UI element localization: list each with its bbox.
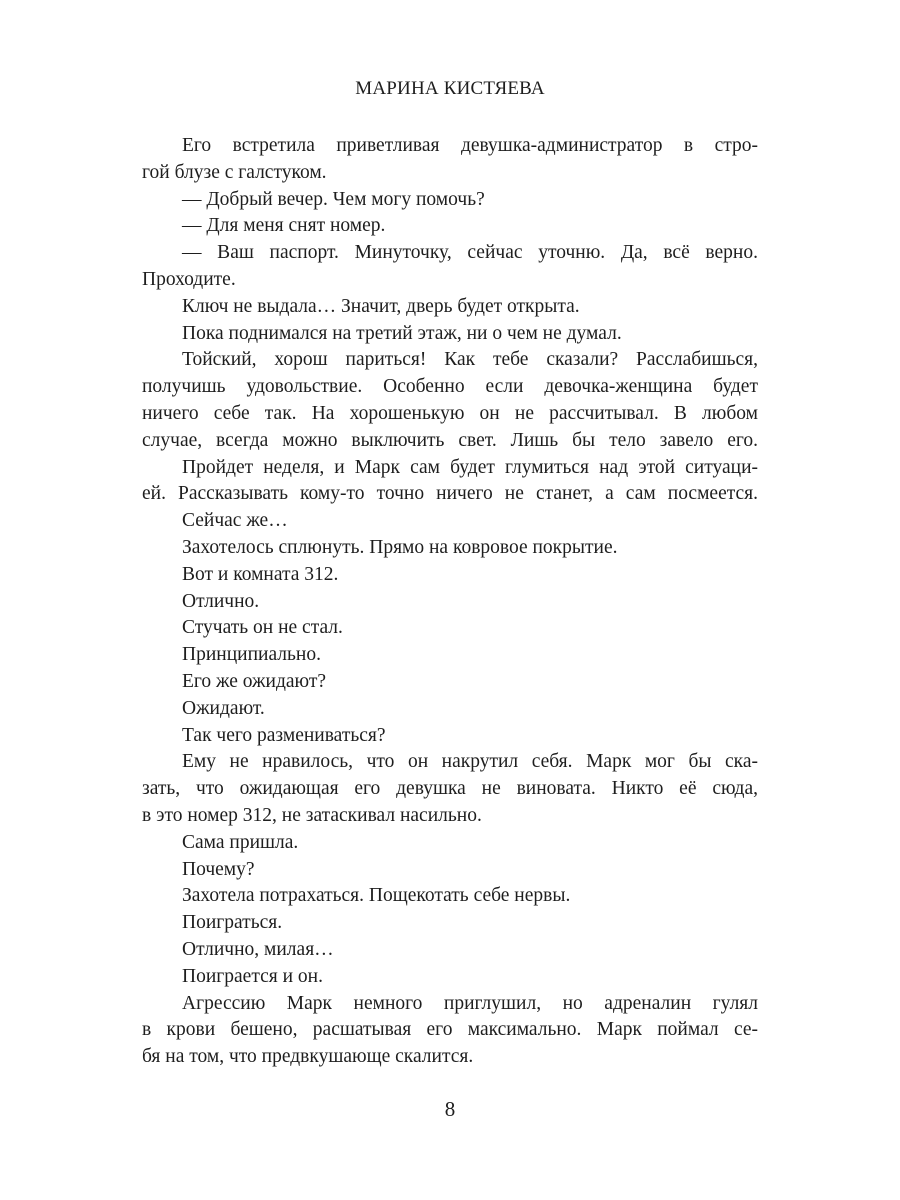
text-line: ей. Рассказывать кому-то точно ничего не станет, а сам посмеется.	[142, 483, 758, 505]
text-line: Агрессию Марк немного приглушил, но адреналин гулял	[182, 992, 758, 1014]
text-line: Принципиально.	[182, 644, 321, 666]
text-line: случае, всегда можно выключить свет. Лишь бы тело завело его.	[142, 429, 758, 451]
text-line: ничего себе так. На хорошенькую он не рассчитывал. В любом	[142, 402, 758, 424]
text-line: в это номер 312, не затаскивал насильно.	[142, 804, 482, 826]
text-line: Сейчас же…	[182, 510, 288, 532]
text-line: Ему не нравилось, что он накрутил себя. Марк мог бы ска-	[182, 751, 758, 773]
text-line: — Для меня снят номер.	[182, 215, 386, 237]
text-line: Отлично, милая…	[182, 938, 334, 960]
text-line: Вот и комната 312.	[182, 563, 339, 585]
text-line: Захотела потрахаться. Пощекотать себе нервы.	[182, 885, 571, 907]
text-line: Так чего размениваться?	[182, 724, 386, 746]
text-line: зать, что ожидающая его девушка не виновата. Никто её сюда,	[142, 778, 758, 800]
text-line: Тойский, хорош париться! Как тебе сказали? Расслабишься,	[182, 349, 758, 371]
text-line: бя на том, что предвкушающе скалится.	[142, 1046, 474, 1068]
text-line: Сама пришла.	[182, 831, 299, 853]
text-line: Отлично.	[182, 590, 260, 612]
text-line: Его же ожидают?	[182, 670, 327, 692]
running-head-author: МАРИНА КИСТЯЕВА	[355, 78, 545, 99]
text-line: — Добрый вечер. Чем могу помочь?	[182, 188, 485, 210]
text-line: в крови бешено, расшатывая его максимально. Марк поймал се-	[142, 1019, 758, 1041]
text-line: гой блузе с галстуком.	[142, 161, 327, 183]
text-line: Поиграется и он.	[182, 965, 323, 987]
text-line: Стучать он не стал.	[182, 617, 343, 639]
body-text	[142, 133, 758, 1071]
text-line: Ключ не выдала… Значит, дверь будет открыта.	[182, 295, 580, 317]
text-line: Пройдет неделя, и Марк сам будет глумиться над этой ситуаци-	[182, 456, 758, 478]
text-line: Захотелось сплюнуть. Прямо на ковровое покрытие.	[182, 536, 618, 558]
page-number: 8	[444, 1097, 456, 1121]
text-line: Поиграться.	[182, 912, 283, 934]
text-line: Его встретила приветливая девушка-администратор в стро-	[182, 135, 758, 156]
text-line: Ожидают.	[182, 697, 265, 719]
text-line: — Ваш паспорт. Минуточку, сейчас уточню. Да, всё верно.	[182, 242, 758, 264]
text-line: Почему?	[182, 858, 255, 880]
text-line: Пока поднимался на третий этаж, ни о чем не думал.	[182, 322, 622, 344]
text-line: получишь удовольствие. Особенно если девочка-женщина будет	[142, 376, 758, 398]
text-line: Проходите.	[142, 268, 236, 290]
